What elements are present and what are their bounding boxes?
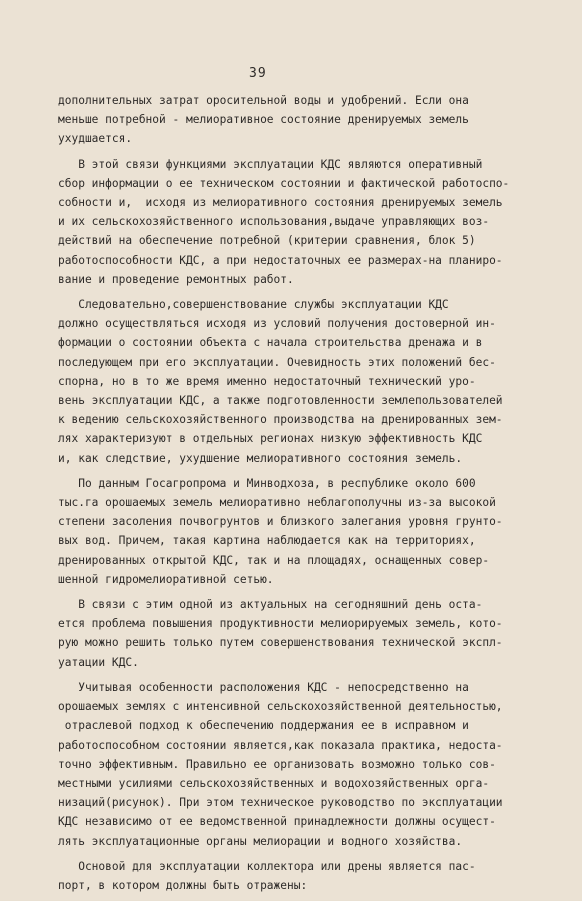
text-line: последующем при его эксплуатации. Очевидность этих положений бес- [58, 355, 496, 369]
text-line: вание и проведение ремонтных работ. [58, 272, 294, 286]
text-line: меньше потребной - мелиоративное состояние дренируемых земель [58, 113, 469, 127]
text-line: к ведению сельскохозяйственного производства на дренированных зем- [58, 413, 503, 427]
text-line: По данным Госагропрома и Минводхоза, в республике около 600 [58, 476, 476, 490]
text-line: В этой связи функциями эксплуатации КДС являются оперативный [58, 157, 483, 171]
text-line: вых вод. Причем, такая картина наблюдается как на территориях, [58, 534, 476, 548]
text-line: формации о состоянии объекта с начала строительства дренажа и в [58, 336, 483, 350]
text-line: и, как следствие, ухудшение мелиоративного состояния земель. [58, 451, 463, 465]
paragraph [58, 595, 528, 672]
paragraph [58, 857, 528, 895]
text-line: лях характеризуют в отдельных регионах низкую эффективность КДС [58, 432, 483, 446]
text-line: вень эксплуатации КДС, а также подготовленности землепользователей [58, 394, 503, 408]
text-line: степени засоления почвогрунтов и близкого залегания уровня грунто- [58, 515, 503, 529]
text-line: собности и, исходя из мелиоративного состояния дренируемых земель [58, 196, 503, 210]
text-line: порт, в котором должны быть отражены: [58, 878, 308, 892]
text-line: ухудшается. [58, 132, 133, 146]
text-line: Следовательно,совершенствование службы эксплуатации КДС [58, 298, 449, 312]
text-line: Учитывая особенности расположения КДС - непосредственно на [58, 680, 469, 694]
text-line: действий на обеспечение потребной (критерии сравнения, блок 5) [58, 234, 476, 248]
text-line: тыс.га орошаемых земель мелиоративно неблагополучны из-за высокой [58, 496, 496, 510]
text-line: низаций(рисунок). При этом техническое руководство по эксплуатации [58, 796, 503, 810]
text-line: КДС независимо от ее ведомственной принадлежности должны осущест- [58, 815, 496, 829]
paragraph [58, 91, 528, 149]
paragraph [58, 474, 528, 589]
text-line: дренированных открытой КДС, так и на площадях, оснащенных совер- [58, 553, 490, 567]
text-line: и их сельскохозяйственного использования,выдаче управляющих воз- [58, 215, 490, 229]
text-line: отраслевой подход к обеспечению поддержания ее в исправном и [58, 719, 469, 733]
text-line: шенной гидромелиоративной сетью. [58, 572, 274, 586]
text-line: точно эффективным. Правильно ее организовать возможно только сов- [58, 757, 496, 771]
text-line: работоспособности КДС, а при недостаточных ее размерах-на планиро- [58, 253, 503, 267]
body-text [58, 91, 528, 901]
text-line: спорна, но в то же время именно недостаточный технический уро- [58, 374, 476, 388]
page-number: 39 [249, 66, 267, 81]
text-line: рую можно решить только путем совершенствования технической экспл- [58, 636, 503, 650]
text-line: В связи с этим одной из актуальных на сегодняшний день оста- [58, 598, 483, 612]
text-line: орошаемых землях с интенсивной сельскохозяйственной деятельностью, [58, 700, 503, 714]
text-line: ется проблема повышения продуктивности мелиорируемых земель, кото- [58, 617, 503, 631]
paragraph [58, 155, 528, 289]
paragraph [58, 678, 528, 851]
text-line: лять эксплуатационные органы мелиорации и водного хозяйства. [58, 834, 463, 848]
text-line: работоспособном состоянии является,как показала практика, недоста- [58, 738, 503, 752]
text-line: сбор информации о ее техническом состоянии и фактической работоспо- [58, 176, 510, 190]
text-line: должно осуществляться исходя из условий получения достоверной ин- [58, 317, 496, 331]
paragraph [58, 295, 528, 468]
text-line: Основой для эксплуатации коллектора или дрены является пас- [58, 859, 476, 873]
text-line: уатации КДС. [58, 655, 139, 669]
text-line: местными усилиями сельскохозяйственных и водохозяйственных орга- [58, 776, 490, 790]
text-line: дополнительных затрат оросительной воды и удобрений. Если она [58, 94, 469, 107]
